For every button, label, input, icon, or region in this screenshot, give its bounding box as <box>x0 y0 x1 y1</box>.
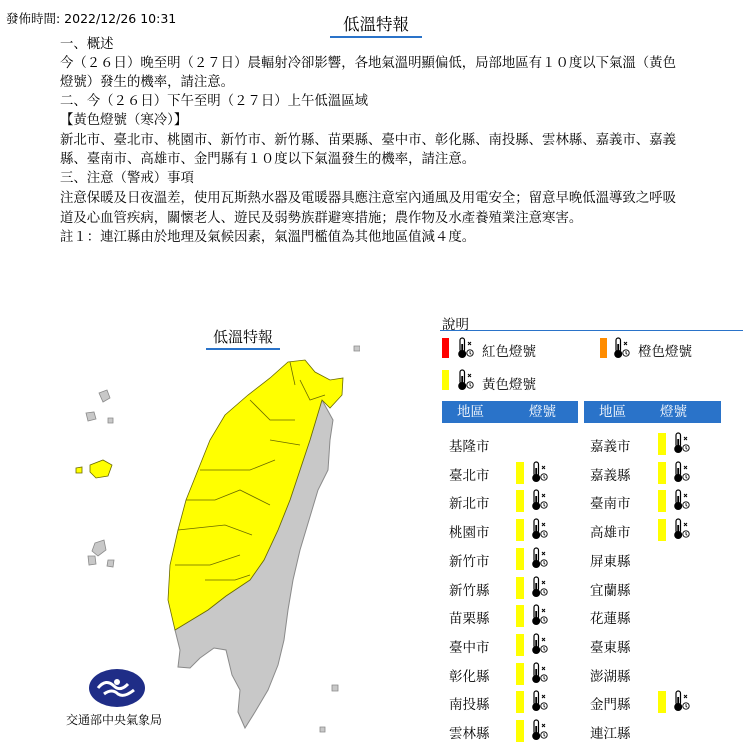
section-heading-overview: 一、概述 <box>60 37 114 52</box>
yellow-signal-bar <box>516 691 524 713</box>
cwb-logo-icon <box>88 668 146 708</box>
table-header-left <box>442 401 578 423</box>
thermometer-icon <box>530 546 550 574</box>
yellow-signal-bar <box>658 691 666 713</box>
region-name: 新竹縣 <box>449 582 490 599</box>
region-name: 金門縣 <box>590 697 631 714</box>
legend-label-red: 紅色燈號 <box>482 344 536 360</box>
issue-time: 發佈時間: 2022/12/26 10:31 <box>6 11 177 26</box>
table-row <box>442 688 578 716</box>
table-header-right <box>584 401 721 423</box>
table-row <box>584 459 720 487</box>
agency-name: 交通部中央氣象局 <box>66 713 163 727</box>
thermometer-icon <box>672 431 692 459</box>
thermometer-icon <box>530 689 550 717</box>
kinmen <box>76 460 112 478</box>
region-name: 澎湖縣 <box>590 668 631 685</box>
table-row <box>442 516 578 544</box>
paragraph-line: 道及心血管疾病，關懷老人、遊民及弱勢族群避寒措施；農作物及水產養殖業注意寒害。 <box>60 211 583 226</box>
region-name: 臺南市 <box>590 496 631 513</box>
table-row <box>584 717 720 745</box>
table-row <box>584 660 720 688</box>
region-name: 宜蘭縣 <box>590 582 631 599</box>
thermometer-icon <box>530 718 550 746</box>
thermometer-icon <box>530 460 550 488</box>
region-name: 屏東縣 <box>590 553 631 570</box>
thermometer-icon <box>530 661 550 689</box>
table-row <box>442 545 578 573</box>
table-row <box>442 631 578 659</box>
region-name: 新北市 <box>449 496 490 513</box>
table-row <box>584 516 720 544</box>
table-row <box>442 574 578 602</box>
map-title: 低溫特報 <box>206 326 280 350</box>
yellow-signal-bar <box>658 490 666 512</box>
yellow-signal-bar <box>516 577 524 599</box>
region-name: 新竹市 <box>449 553 490 570</box>
column-header-signal: 燈號 <box>660 404 687 420</box>
thermometer-icon <box>672 689 692 717</box>
thermometer-icon <box>456 368 476 396</box>
footnote: 註１：連江縣由於地理及氣候因素，氣溫門檻值為其他地區值減４度。 <box>60 230 476 245</box>
matsu-islands <box>86 390 113 423</box>
penghu-islands <box>88 540 114 567</box>
legend-label-yellow: 黃色燈號 <box>482 377 536 393</box>
legend-label-orange: 橙色燈號 <box>638 344 692 360</box>
thermometer-icon <box>456 336 476 364</box>
table-row <box>584 574 720 602</box>
region-name: 苗栗縣 <box>449 611 490 628</box>
column-header-signal: 燈號 <box>529 404 556 420</box>
region-name: 基隆市 <box>449 439 490 455</box>
thermometer-icon <box>530 488 550 516</box>
thermometer-icon <box>612 336 632 364</box>
table-row <box>442 660 578 688</box>
legend-title: 說明 <box>442 317 469 333</box>
region-name: 臺東縣 <box>590 639 631 656</box>
legend-swatch-orange <box>600 338 607 358</box>
table-row <box>442 459 578 487</box>
table-row <box>442 487 578 515</box>
region-name: 連江縣 <box>590 726 631 742</box>
region-name: 雲林縣 <box>449 726 490 742</box>
yellow-signal-bar <box>516 720 524 742</box>
thermometer-icon <box>672 517 692 545</box>
region-name: 臺北市 <box>449 467 490 484</box>
yellow-signal-bar <box>516 519 524 541</box>
table-row <box>584 631 720 659</box>
column-header-area: 地區 <box>599 404 626 420</box>
thermometer-icon <box>530 517 550 545</box>
thermometer-icon <box>530 575 550 603</box>
thermometer-icon <box>672 460 692 488</box>
yellow-signal-bar <box>658 519 666 541</box>
section-heading-areas: 二、今（２６日）下午至明（２７日）上午低溫區域 <box>60 94 368 109</box>
region-name: 南投縣 <box>449 697 490 714</box>
paragraph-line: 注意保暖及日夜溫差，使用瓦斯熱水器及電暖器具應注意室內通風及用電安全；留意早晚低溫導致之呼吸 <box>60 191 676 206</box>
thermometer-icon <box>530 632 550 660</box>
region-name: 嘉義市 <box>590 439 631 455</box>
table-row <box>584 430 720 458</box>
table-row <box>442 717 578 745</box>
legend-swatch-yellow <box>442 370 449 390</box>
thermometer-icon <box>672 488 692 516</box>
paragraph-line: 燈號）發生的機率，請注意。 <box>60 75 235 90</box>
yellow-signal-bar <box>516 462 524 484</box>
legend-divider <box>440 330 743 331</box>
table-row <box>584 487 720 515</box>
yellow-signal-bar <box>516 634 524 656</box>
region-name: 彰化縣 <box>449 668 490 685</box>
legend-swatch-red <box>442 338 449 358</box>
table-row <box>442 602 578 630</box>
page-title: 低溫特報 <box>330 11 422 38</box>
table-row <box>584 602 720 630</box>
region-name: 高雄市 <box>590 525 631 542</box>
yellow-signal-bar <box>516 663 524 685</box>
yellow-signal-bar <box>516 490 524 512</box>
yellow-signal-bar <box>658 462 666 484</box>
table-row <box>584 688 720 716</box>
yellow-signal-bar <box>516 548 524 570</box>
section-heading-notes: 三、注意（警戒）事項 <box>60 171 194 186</box>
region-name: 嘉義縣 <box>590 467 631 484</box>
thermometer-icon <box>530 603 550 631</box>
yellow-signal-bar <box>516 605 524 627</box>
region-name: 臺中市 <box>449 639 490 656</box>
paragraph-line: 今（２６日）晚至明（２７日）晨輻射冷卻影響，各地氣溫明顯偏低，局部地區有１０度以下氣溫（黃色 <box>60 56 676 71</box>
signal-heading: 【黃色燈號（寒冷）】 <box>60 113 188 128</box>
table-row <box>584 545 720 573</box>
paragraph-line: 縣、臺南市、高雄市、金門縣有１０度以下氣溫發生的機率，請注意。 <box>60 152 476 167</box>
column-header-area: 地區 <box>457 404 484 420</box>
region-name: 花蓮縣 <box>590 611 631 628</box>
table-row <box>442 430 578 458</box>
paragraph-line: 新北市、臺北市、桃園市、新竹市、新竹縣、苗栗縣、臺中市、彰化縣、南投縣、雲林縣、嘉義市、嘉義 <box>60 133 676 148</box>
region-name: 桃園市 <box>449 525 490 542</box>
yellow-signal-bar <box>658 433 666 455</box>
